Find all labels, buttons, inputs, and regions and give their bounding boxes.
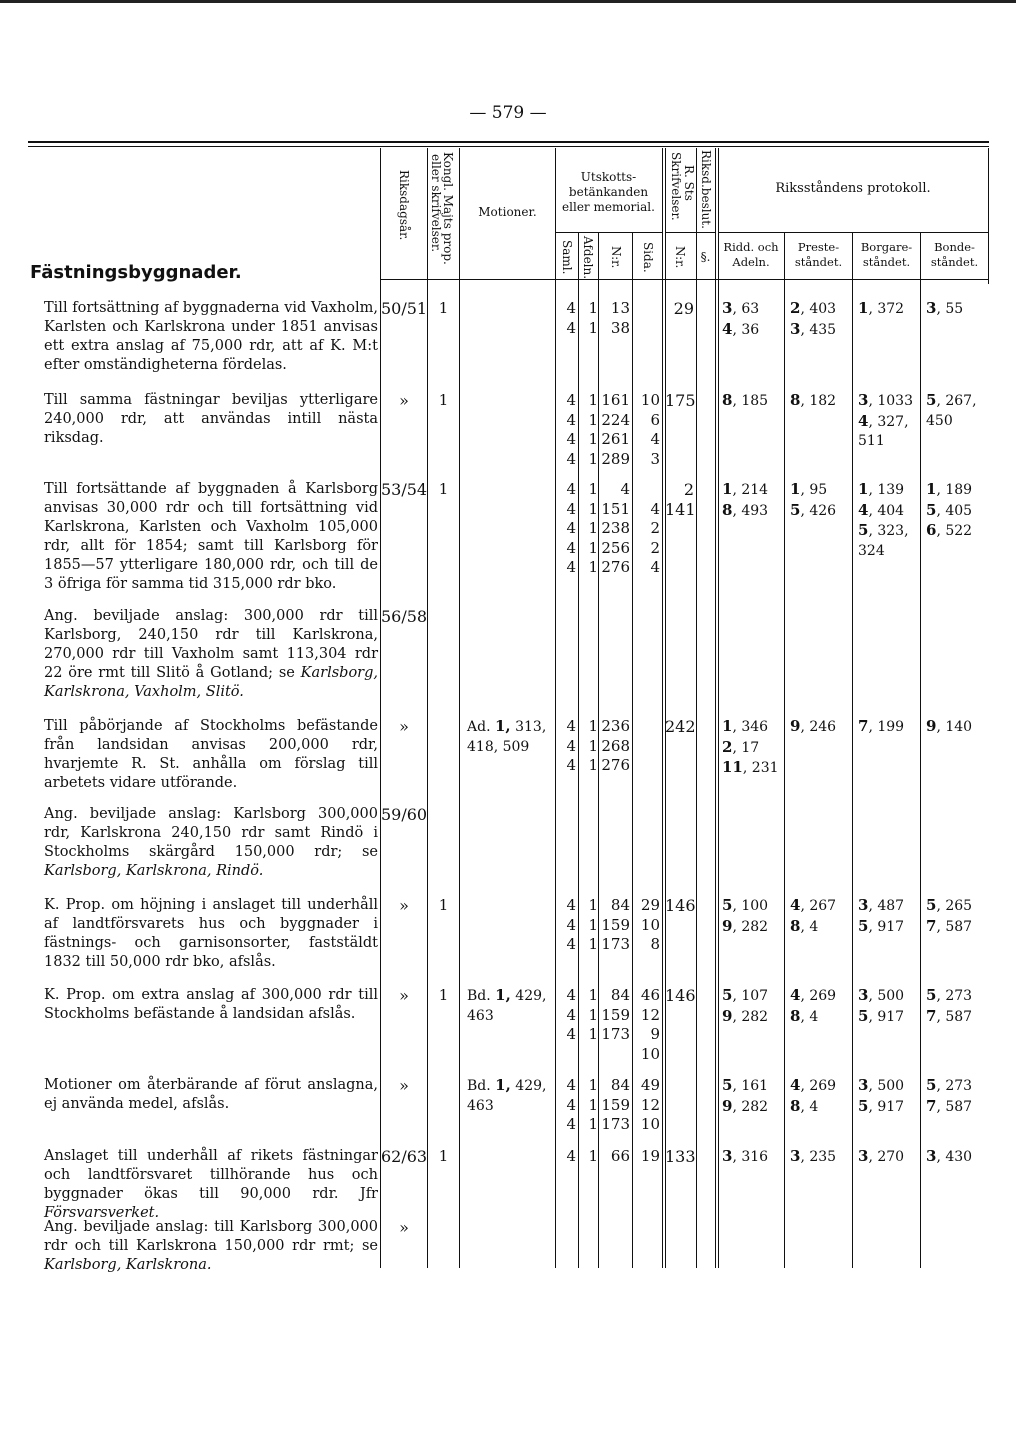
motion-volume: 1, [495,986,511,1004]
protocol-page: 917 [877,1098,905,1115]
protocol-page: 189 [945,482,973,498]
sida-cell: 4 2 2 4 [650,499,660,576]
subheader-rule-utskotts [555,232,662,233]
protocol-page: 282 [741,918,769,935]
sida-cell: 49 12 10 [640,1076,660,1133]
subheader-rule-protokoll [718,232,989,233]
afdelning-cell: 1 [588,1147,598,1165]
protocol-page: 324 [858,542,885,559]
skrifvelse-nr-cell: 146 [665,896,696,915]
protocol-volume: 5 [926,896,937,914]
protocol-page: 273 [945,1078,973,1094]
motion-volume: 1, [495,1076,511,1094]
entry-see-also: Karlsborg, Karlskrona. [44,1257,212,1273]
protocol-volume: 1 [790,480,801,498]
afdelning-cell: 1 1 1 [588,1076,598,1133]
header-rsts-line1: R. Sts [682,165,696,201]
protocol-page: 404 [877,502,905,519]
protocol-page: 587 [945,1008,973,1025]
betankande-nr-cell: 236 268 276 [601,717,630,774]
skrifvelse-nr-cell: 133 [665,1147,696,1166]
bondestandet-ref: 1, 189 5, 405 6, 522 [926,480,973,539]
ridd-adeln-ref: 3, 63 4, 36 [722,299,760,338]
protocol-page: 269 [809,1078,837,1094]
protocol-page: 917 [877,1008,905,1025]
protocol-volume: 5 [926,391,937,409]
protocol-page: 4 [809,918,819,935]
col-line [988,148,989,284]
protocol-page: 323, [877,523,909,539]
protocol-page: 500 [877,988,905,1004]
protocol-volume: 4 [722,319,733,338]
riksdagsar-cell: 56/58 [381,607,428,626]
entry-description [44,805,378,881]
header-eller-memorial: eller memorial. [562,200,655,214]
protocol-page: 4 [809,1008,819,1025]
header-kongl-line1: Kongl. Majts prop. [441,152,455,265]
protocol-volume: 3 [858,1147,869,1165]
protocol-volume: 8 [722,391,733,409]
sida-cell: 46 12 9 10 [640,986,660,1063]
protocol-volume: 5 [790,500,801,519]
protocol-volume: 5 [926,500,937,519]
header-bottom-rule [380,279,989,280]
col-line [459,148,460,1268]
protocol-page: 63 [741,301,760,317]
protocol-page: 270 [877,1149,905,1165]
protocol-volume: 1 [858,480,869,498]
prop-cell: 1 [438,1147,449,1165]
protocol-page: 55 [945,301,964,317]
protocol-volume: 9 [722,1096,733,1115]
subheader-rule-rsts [665,232,715,233]
prop-cell: 1 [438,391,449,409]
entry-description [44,1147,378,1223]
bondestandet-ref: 5, 273 7, 587 [926,1076,973,1115]
afdelning-cell: 1 1 [588,299,598,337]
afdelning-cell: 1 1 1 [588,986,598,1043]
protocol-volume: 3 [790,319,801,338]
protocol-page: 185 [741,393,769,409]
skrifvelse-nr-cell: 242 [665,717,696,736]
header-nr: N:r. [609,246,623,269]
protocol-page: 273 [945,988,973,1004]
protocol-volume: 5 [858,1096,869,1115]
protocol-volume: 5 [722,986,733,1004]
sida-cell: 10 6 4 3 [640,391,660,468]
protocol-volume: 5 [926,1076,937,1094]
borgarestandet-ref: 3, 1033 4, 327, 511 [858,391,913,449]
protocol-volume: 3 [722,299,733,317]
bondestandet-ref: 5, 273 7, 587 [926,986,973,1025]
header-protokoll: Riksståndens protokoll. [775,181,931,196]
protocol-page: 430 [945,1149,973,1165]
entry-description [44,1076,378,1114]
riksdagsar-cell: » [399,717,409,736]
riksdagsar-cell: » [399,1076,409,1095]
header-kongl-line2: eller skrifvelser. [429,154,443,253]
protocol-volume: 7 [858,717,869,735]
protocol-volume: 6 [926,521,937,539]
betankande-nr-cell: 84 159 173 [601,1076,630,1133]
saml-cell: 4 4 4 [566,717,576,774]
prestestandet-ref: 3, 235 [790,1147,837,1165]
entry-see-also: Försvarsverket. [44,1205,160,1221]
motion-chamber: Bd. [467,1078,491,1094]
protocol-page: 267 [809,898,837,914]
ridd-adeln-ref: 1, 214 8, 493 [722,480,769,519]
betankande-nr-cell: 66 [610,1147,630,1165]
prop-cell: 1 [438,986,449,1004]
protocol-page: 346 [741,719,769,735]
protocol-volume: 9 [926,717,937,735]
prestestandet-ref: 2, 403 3, 435 [790,299,837,338]
entry-description [44,1218,378,1275]
protocol-page: 36 [741,321,760,338]
protocol-page: 282 [741,1008,769,1025]
motion-pages: 429, [515,1078,547,1094]
header-bonde-line2: ståndet. [930,255,979,269]
motion-pages: 429, [515,988,547,1004]
skrifvelse-nr-cell: 175 [665,391,696,410]
motion-pages: 313, [515,719,547,735]
protocol-page: 316 [741,1149,769,1165]
header-preste-line2: ståndet. [794,255,843,269]
protocol-page: 500 [877,1078,905,1094]
protocol-page: 214 [741,482,769,498]
betankande-nr-cell: 84 159 173 [601,986,630,1043]
ridd-adeln-ref: 5, 100 9, 282 [722,896,769,935]
entry-text: Till fortsättning af byggnaderna vid Vaxholm, Karlsten och Karlskrona under 1851 anvisas ett extra anslag af 75,000 rdr, att af K. M:t efter omständigheterna fördelas. [44,300,378,373]
protocol-page: 265 [945,898,973,914]
prestestandet-ref: 8, 182 [790,391,837,409]
header-utskotts: Utskotts- [580,170,637,184]
col-line [718,148,719,1268]
borgarestandet-ref: 1, 139 4, 404 5, 323, 324 [858,480,909,559]
protocol-page: 282 [741,1098,769,1115]
protocol-volume: 7 [926,916,937,935]
entry-description [44,607,378,702]
motion-volume: 1, [494,717,511,735]
entry-text: Ang. beviljade anslag: till Karlsborg 300,000 rdr och till Karlskrona 150,000 rdr rmt; se [44,1219,378,1254]
entry-description [44,986,378,1024]
bondestandet-ref: 5, 267, 450 [926,391,977,429]
protocol-volume: 4 [790,986,801,1004]
betankande-nr-cell: 4 151 238 256 276 [601,480,630,576]
entry-text: K. Prop. om extra anslag af 300,000 rdr till Stockholms befästande å landsidan afslås. [44,987,378,1022]
protocol-page: 435 [809,321,837,338]
bondestandet-ref: 5, 265 7, 587 [926,896,973,935]
bondestandet-ref: 9, 140 [926,717,973,735]
header-ridd-line2: Adeln. [732,255,770,269]
bondestandet-ref: 3, 430 [926,1147,973,1165]
entry-description [44,717,378,793]
protocol-page: 140 [945,719,973,735]
protocol-page: 917 [877,918,905,935]
motion-pages-more: 463 [467,1097,494,1114]
prestestandet-ref: 4, 267 8, 4 [790,896,837,935]
skrifvelse-nr-cell: 146 [665,986,696,1005]
protocol-volume: 1 [858,299,869,317]
col-line [696,148,697,1268]
protocol-volume: 8 [790,916,801,935]
protocol-volume: 8 [790,1096,801,1115]
header-riksdagsar: Riksdagsår. [397,170,411,241]
protocol-page: 17 [741,739,760,756]
prop-cell: 1 [438,896,449,914]
riksdagsar-cell: » [399,1218,409,1237]
protocol-volume: 3 [926,1147,937,1165]
protocol-volume: 8 [722,500,733,519]
riksdagsar-cell: » [399,391,409,410]
protocol-volume: 1 [722,480,733,498]
protocol-page: 139 [877,482,905,498]
header-betankanden: betänkanden [568,185,649,199]
saml-cell: 4 4 4 [566,896,576,953]
protocol-page: 426 [809,502,837,519]
prestestandet-ref: 9, 246 [790,717,837,735]
protocol-page: 199 [877,719,905,735]
page-number: — 579 — [469,103,547,123]
col-line [662,148,663,1268]
saml-cell: 4 4 4 4 4 [566,480,576,576]
prestestandet-ref: 1, 95 5, 426 [790,480,837,519]
protocol-volume: 3 [790,1147,801,1165]
header-preste-line1: Preste- [797,240,840,254]
header-afdeln: Afdeln. [581,236,595,280]
protocol-page: 587 [945,1098,973,1115]
protocol-volume: 3 [858,896,869,914]
protocol-volume: 3 [858,1076,869,1094]
protocol-volume: 1 [926,480,937,498]
header-ridd-line1: Ridd. och [723,240,779,254]
protocol-page: 405 [945,502,973,519]
borgarestandet-ref: 1, 372 [858,299,905,317]
table-top-rule-2 [28,146,989,147]
prop-cell: 1 [438,299,449,317]
entry-text: Till fortsättande af byggnaden å Karlsborg anvisas 30,000 rdr och till fortsättning vid Karlskrona, Karlsten och Vaxholm 105,000 rdr, allt för 1854; samt till Karlsborg för 1855—57 ytterligare 180,000 rdr, och till de 3 öfriga för samma tid 315,000 rdr bko. [44,481,378,592]
protocol-volume: 8 [790,1006,801,1025]
protocol-volume: 5 [858,916,869,935]
protocol-page: 372 [877,301,905,317]
riksdagsar-cell: » [399,986,409,1005]
protocol-page: 4 [809,1098,819,1115]
protocol-volume: 1 [722,717,733,735]
entry-text: Ang. beviljade anslag: Karlsborg 300,000 rdr, Karlskrona 240,150 rdr samt Rindö i Stockholms skärgård 150,000 rdr; se [44,806,378,860]
protocol-page: 182 [809,393,837,409]
skrifvelse-nr-cell: 2 141 [665,480,696,519]
protocol-volume: 4 [790,896,801,914]
skrifvelse-nr-cell: 29 [673,299,694,318]
borgarestandet-ref: 3, 270 [858,1147,905,1165]
protocol-volume: 7 [926,1006,937,1025]
riksdagsar-cell: 50/51 [381,299,428,318]
motion-pages-more: 418, 509 [467,738,530,755]
header-motioner: Motioner. [478,205,537,219]
borgarestandet-ref: 7, 199 [858,717,905,735]
table-top-rule [28,141,989,143]
protocol-page: 511 [858,433,885,449]
header-riksd-beslut: Riksd.beslut. [699,150,713,229]
protocol-volume: 5 [858,1006,869,1025]
protocol-page: 231 [751,760,779,776]
entry-text: Motioner om återbärande af förut anslagna, ej använda medel, afslås. [44,1077,378,1112]
saml-cell: 4 4 4 4 [566,391,576,468]
top-edge-rule [0,0,1016,3]
protocol-volume: 4 [790,1076,801,1094]
entry-text: Anslaget till underhåll af rikets fästningar och landtförsvaret tillhörande hus och byggnader ökas till 90,000 rdr. Jfr [44,1148,378,1202]
protocol-volume: 3 [858,391,869,409]
header-sida: Sida. [641,242,655,273]
afdelning-cell: 1 1 1 1 [588,391,598,468]
protocol-volume: 3 [926,299,937,317]
protocol-volume: 4 [858,500,869,519]
protocol-page: 493 [741,502,769,519]
protocol-volume: 3 [858,986,869,1004]
bondestandet-ref: 3, 55 [926,299,964,317]
entry-description [44,299,378,375]
prop-cell: 1 [438,480,449,498]
betankande-nr-cell: 84 159 173 [601,896,630,953]
protocol-volume: 5 [926,986,937,1004]
entry-description [44,896,378,972]
riksdagsar-cell: » [399,896,409,915]
entry-see-also: Karlsborg, Karlskrona, Rindö. [44,863,264,879]
protocol-volume: 2 [722,737,733,756]
sida-cell: 29 10 8 [640,896,660,953]
motion-chamber: Ad. [467,719,491,735]
protocol-volume: 9 [790,717,801,735]
entry-text: Ang. beviljade anslag: 300,000 rdr till Karlsborg, 240,150 rdr till Karlskrona, 270,000 rdr till Vaxholm samt 113,304 rdr 22 öre rmt till Slitö å Gotland; se [44,608,378,681]
protocol-volume: 5 [722,896,733,914]
entry-text: Till samma fästningar beviljas ytterligare 240,000 rdr, att användas intill nästa riksdag. [44,392,378,446]
motion-chamber: Bd. [467,988,491,1004]
protocol-volume: 2 [790,299,801,317]
protocol-page: 269 [809,988,837,1004]
borgarestandet-ref: 3, 500 5, 917 [858,986,905,1025]
borgarestandet-ref: 3, 487 5, 917 [858,896,905,935]
protocol-volume: 11 [722,758,743,776]
protocol-volume: 7 [926,1096,937,1115]
protocol-volume: 5 [722,1076,733,1094]
motion-reference [467,1076,555,1116]
section-title: Fästningsbyggnader. [30,262,242,283]
header-saml: Saml. [560,240,574,275]
protocol-page: 100 [741,898,769,914]
entry-description [44,480,378,594]
afdelning-cell: 1 1 1 [588,717,598,774]
ridd-adeln-ref: 5, 161 9, 282 [722,1076,769,1115]
header-rsts-nr: N:r. [673,246,687,269]
protocol-page: 235 [809,1149,837,1165]
protocol-page: 587 [945,918,973,935]
protocol-volume: 9 [722,1006,733,1025]
protocol-page: 327, [877,413,909,430]
protocol-volume: 8 [790,391,801,409]
protocol-page: 450 [926,412,953,429]
ridd-adeln-ref: 3, 316 [722,1147,769,1165]
protocol-page: 267, [945,393,977,409]
motion-pages-more: 463 [467,1007,494,1024]
protocol-page: 246 [809,719,837,735]
prestestandet-ref: 4, 269 8, 4 [790,986,837,1025]
saml-cell: 4 4 [566,299,576,337]
saml-cell: 4 4 4 [566,986,576,1043]
afdelning-cell: 1 1 1 1 1 [588,480,598,576]
header-paragraph: §. [700,250,711,264]
protocol-volume: 5 [858,521,869,539]
protocol-page: 403 [809,301,837,317]
ridd-adeln-ref: 8, 185 [722,391,769,409]
riksdagsar-cell: 62/63 [381,1147,428,1166]
entry-text: K. Prop. om höjning i anslaget till underhåll af landtförsvarets hus och byggnader i fästnings- och garnisonsorter, faststäldt 1832 till 50,000 rdr bko, afslås. [44,897,378,970]
header-borgare-line1: Borgare- [860,240,913,254]
protocol-page: 522 [945,523,973,539]
protocol-page: 161 [741,1078,769,1094]
protocol-volume: 3 [722,1147,733,1165]
saml-cell: 4 [566,1147,576,1165]
col-line [715,148,716,1268]
motion-reference [467,986,555,1026]
protocol-page: 1033 [877,393,913,409]
riksdagsar-cell: 59/60 [381,805,428,824]
motion-reference [467,717,555,757]
saml-cell: 4 4 4 [566,1076,576,1133]
sida-cell: 19 [640,1147,660,1165]
entry-description [44,391,378,448]
betankande-nr-cell: 161 224 261 289 [601,391,630,468]
header-rsts-line2: Skrifvelser. [669,152,683,221]
protocol-volume: 9 [722,916,733,935]
ridd-adeln-ref: 1, 346 2, 17 11, 231 [722,717,779,776]
entry-text: Till påbörjande af Stockholms befästande från landsidan anvisas 200,000 rdr, hvarjemte R. St. anhålla om förslag till arbetets vidare utförande. [44,718,378,791]
borgarestandet-ref: 3, 500 5, 917 [858,1076,905,1115]
header-borgare-line2: ståndet. [862,255,911,269]
protocol-page: 107 [741,988,769,1004]
prestestandet-ref: 4, 269 8, 4 [790,1076,837,1115]
afdelning-cell: 1 1 1 [588,896,598,953]
riksdagsar-cell: 53/54 [381,480,428,499]
entry-see-also: Karlsborg, Karlskrona, Vaxholm, Slitö. [44,665,378,700]
betankande-nr-cell: 13 38 [610,299,630,337]
ridd-adeln-ref: 5, 107 9, 282 [722,986,769,1025]
protocol-page: 487 [877,898,905,914]
protocol-volume: 4 [858,411,869,430]
protocol-page: 95 [809,482,828,498]
header-bonde-line1: Bonde- [934,240,975,254]
